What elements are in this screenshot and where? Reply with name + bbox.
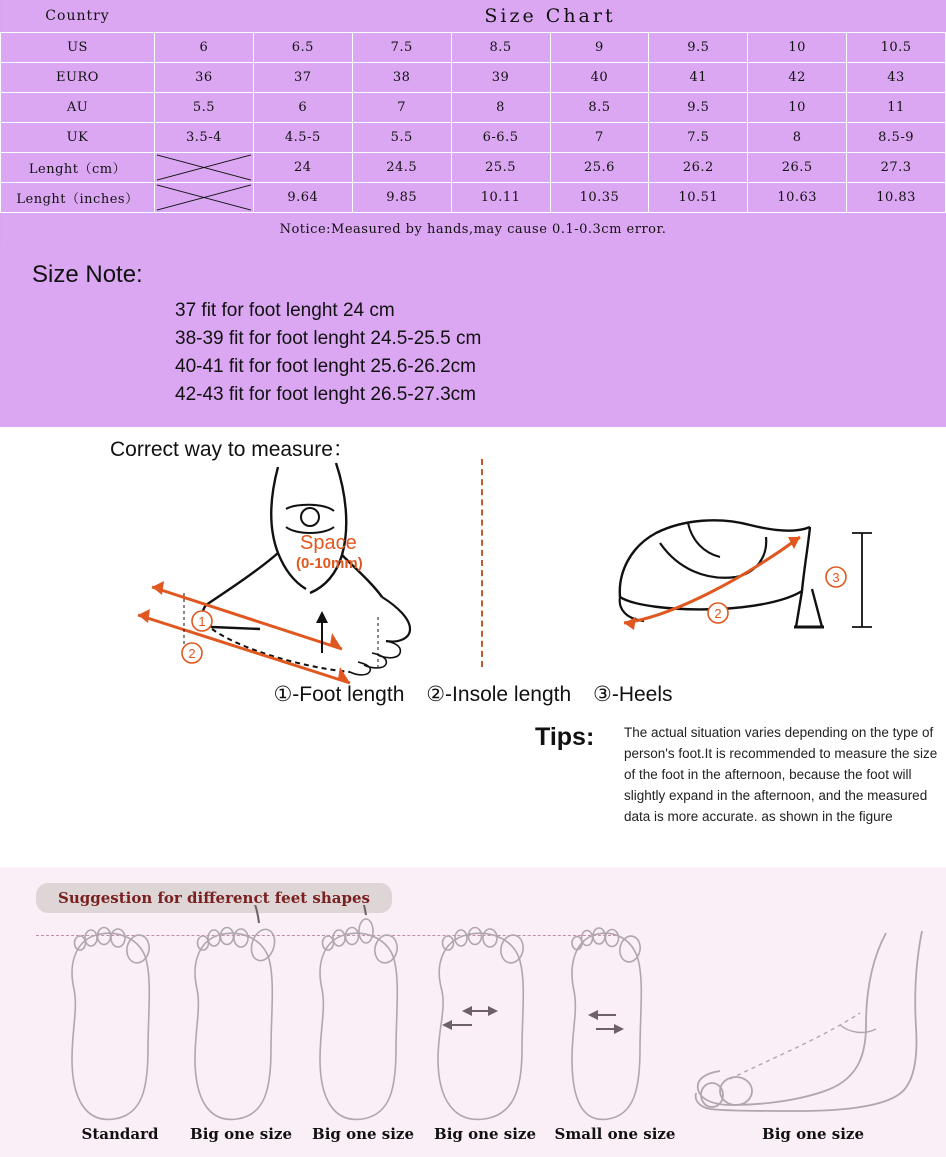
feet-label: Small one size bbox=[554, 1125, 676, 1143]
row-label: EURO bbox=[1, 63, 155, 93]
table-row bbox=[1, 33, 946, 63]
table-cell: 7 bbox=[550, 123, 649, 153]
measure-legend bbox=[0, 682, 946, 707]
table-cell: 25.5 bbox=[451, 153, 550, 183]
feet-label: Big one size bbox=[434, 1125, 536, 1143]
table-cell: 10.5 bbox=[847, 33, 946, 63]
table-cell: 25.6 bbox=[550, 153, 649, 183]
tips-text: The actual situation varies depending on the type of person's foot.It is recommended to measure the size of the foot in the afternoon, because the foot will slightly expand in the afternoon, and the measured data is more accurate. as shown in the figure bbox=[624, 725, 938, 824]
table-row bbox=[1, 123, 946, 153]
legend-heels: ③-Heels bbox=[593, 683, 673, 706]
table-cell: 9.85 bbox=[352, 183, 451, 213]
row-label: US bbox=[1, 33, 155, 63]
tips-section bbox=[0, 717, 946, 867]
space-value: (0-10mm) bbox=[296, 555, 363, 572]
legend-foot-length: ①-Foot length bbox=[273, 683, 405, 706]
row-label: Lenght（cm） bbox=[1, 153, 155, 183]
table-cell: 7.5 bbox=[352, 33, 451, 63]
table-cell: 40 bbox=[550, 63, 649, 93]
table-cell: 10 bbox=[748, 93, 847, 123]
table-cell: 10.51 bbox=[649, 183, 748, 213]
measure-title: Correct way to measure： bbox=[110, 438, 354, 461]
table-cell: 24 bbox=[253, 153, 352, 183]
table-row bbox=[1, 153, 946, 183]
row-label: Lenght（inches） bbox=[1, 183, 155, 213]
feet-label: Standard bbox=[81, 1125, 159, 1143]
table-cell: 6 bbox=[155, 33, 254, 63]
table-row bbox=[1, 63, 946, 93]
table-cell: 4.5-5 bbox=[253, 123, 352, 153]
marker-1-label: 1 bbox=[198, 614, 206, 629]
table-cell: 8.5-9 bbox=[847, 123, 946, 153]
feet-shapes-diagram bbox=[0, 905, 946, 1155]
chart-title-row bbox=[1, 0, 946, 33]
table-cell: 5.5 bbox=[155, 93, 254, 123]
table-cell: 6.5 bbox=[253, 33, 352, 63]
table-cell: 8.5 bbox=[550, 93, 649, 123]
table-cell: 10 bbox=[748, 33, 847, 63]
table-cell: 10.63 bbox=[748, 183, 847, 213]
table-row bbox=[1, 93, 946, 123]
heel-measure-diagram bbox=[560, 477, 946, 677]
marker-2-label: 2 bbox=[188, 646, 196, 661]
size-chart-table bbox=[0, 0, 946, 245]
table-cell: 41 bbox=[649, 63, 748, 93]
row-label: UK bbox=[1, 123, 155, 153]
size-note-title: Size Note: bbox=[32, 261, 143, 288]
feet-banner: Suggestion for differenct feet shapes bbox=[36, 883, 392, 913]
legend-insole-length: ②-Insole length bbox=[426, 683, 572, 706]
table-cell: 8 bbox=[451, 93, 550, 123]
list-item: 37 fit for foot lenght 24 cm bbox=[175, 300, 395, 321]
table-cell: 9 bbox=[550, 33, 649, 63]
table-cell: 3.5-4 bbox=[155, 123, 254, 153]
table-cell: 10.35 bbox=[550, 183, 649, 213]
svg-text:2: 2 bbox=[714, 606, 722, 621]
table-cell: 39 bbox=[451, 63, 550, 93]
row-label: AU bbox=[1, 93, 155, 123]
svg-text:3: 3 bbox=[832, 570, 840, 585]
size-note-list bbox=[0, 297, 946, 409]
table-cell: 27.3 bbox=[847, 153, 946, 183]
table-cell: 43 bbox=[847, 63, 946, 93]
list-item: 38-39 fit for foot lenght 24.5-25.5 cm bbox=[175, 328, 482, 349]
cross-out-icon bbox=[155, 183, 253, 212]
table-cell: 42 bbox=[748, 63, 847, 93]
feet-label: Big one size bbox=[312, 1125, 414, 1143]
table-cell: 7.5 bbox=[649, 123, 748, 153]
cross-out-icon bbox=[155, 153, 253, 182]
table-cell: 37 bbox=[253, 63, 352, 93]
list-item: 42-43 fit for foot lenght 26.5-27.3cm bbox=[175, 384, 477, 405]
table-cell: 9.5 bbox=[649, 33, 748, 63]
table-cell: 8.5 bbox=[451, 33, 550, 63]
foot-measure-diagram bbox=[110, 457, 530, 687]
feet-shapes-section bbox=[0, 867, 946, 1157]
country-header: Country bbox=[1, 0, 155, 33]
list-item: 40-41 fit for foot lenght 25.6-26.2cm bbox=[175, 356, 477, 377]
table-cell: 10.83 bbox=[847, 183, 946, 213]
table-cell: 11 bbox=[847, 93, 946, 123]
measure-section bbox=[0, 427, 946, 717]
table-cell: 24.5 bbox=[352, 153, 451, 183]
empty-crossed-cell bbox=[155, 183, 254, 213]
feet-label: Big one size bbox=[190, 1125, 292, 1143]
notice-row bbox=[1, 213, 946, 246]
size-chart-block bbox=[0, 0, 946, 245]
table-cell: 26.2 bbox=[649, 153, 748, 183]
table-cell: 36 bbox=[155, 63, 254, 93]
feet-label: Big one size bbox=[762, 1125, 864, 1143]
empty-crossed-cell bbox=[155, 153, 254, 183]
notice-text: Notice:Measured by hands,may cause 0.1-0.3cm error. bbox=[1, 213, 946, 246]
table-cell: 9.64 bbox=[253, 183, 352, 213]
space-label: Space bbox=[300, 532, 357, 554]
table-cell: 26.5 bbox=[748, 153, 847, 183]
table-cell: 9.5 bbox=[649, 93, 748, 123]
tips-label: Tips: bbox=[535, 723, 595, 751]
table-cell: 8 bbox=[748, 123, 847, 153]
size-note-section bbox=[0, 245, 946, 427]
table-row bbox=[1, 183, 946, 213]
table-cell: 38 bbox=[352, 63, 451, 93]
table-cell: 6-6.5 bbox=[451, 123, 550, 153]
table-cell: 7 bbox=[352, 93, 451, 123]
table-cell: 10.11 bbox=[451, 183, 550, 213]
table-cell: 5.5 bbox=[352, 123, 451, 153]
feet-labels-row bbox=[0, 1125, 946, 1147]
chart-title-cell: Size Chart bbox=[155, 0, 946, 33]
table-cell: 6 bbox=[253, 93, 352, 123]
